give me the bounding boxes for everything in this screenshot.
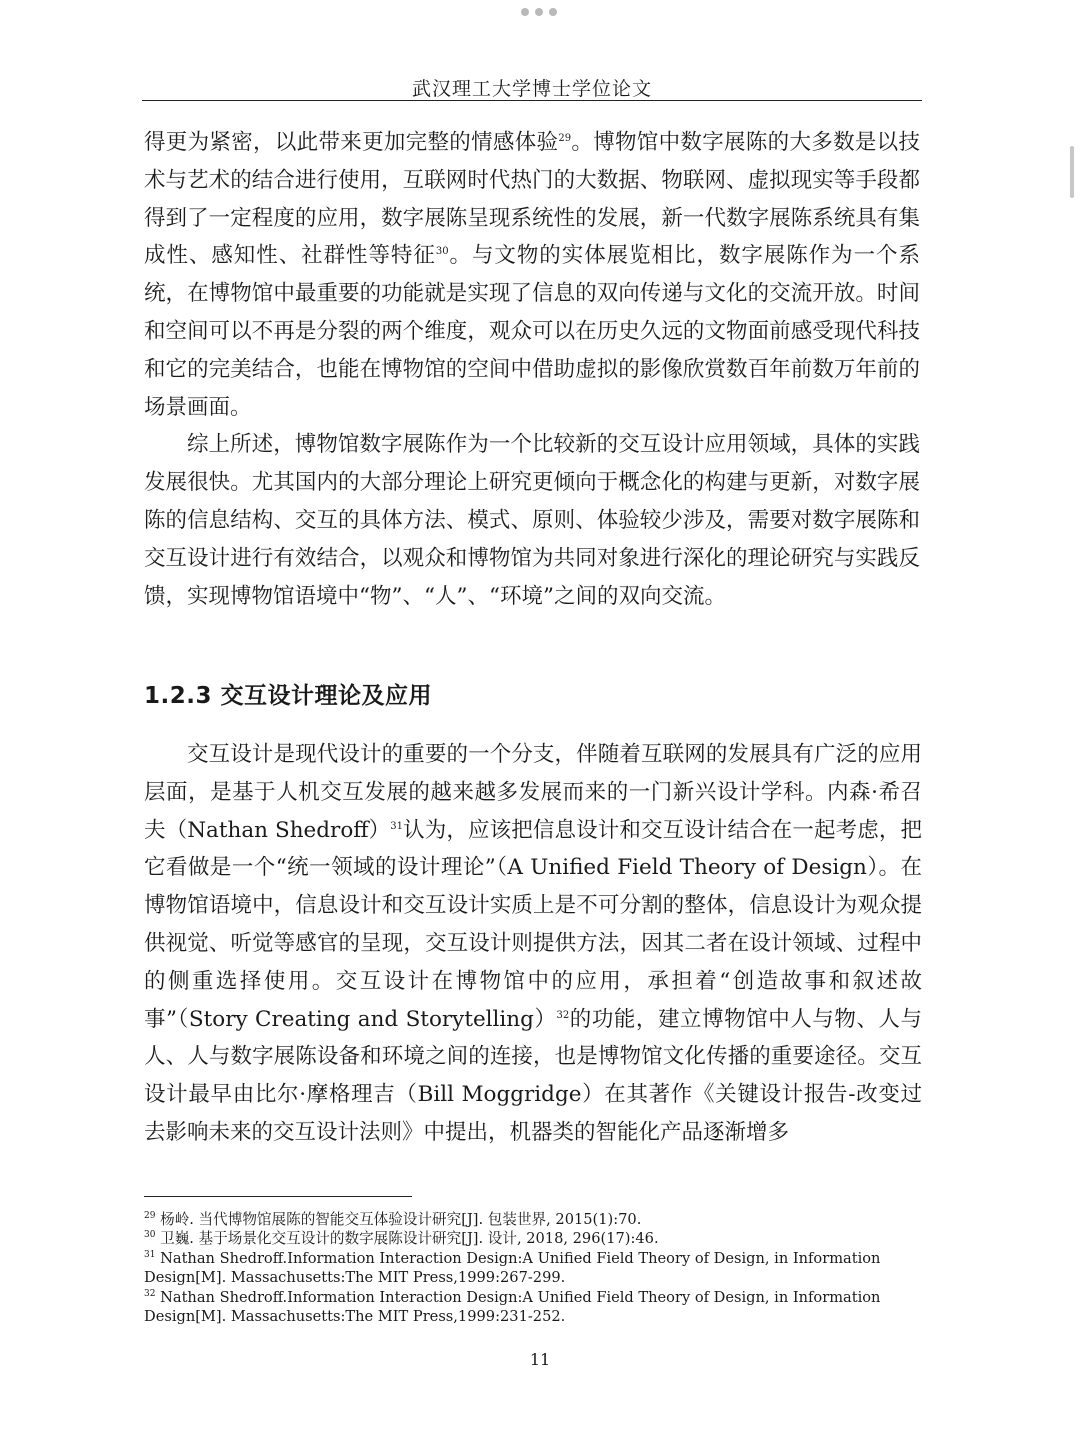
footnote: $^{31}$ Nathan Shedroff.Information Interaction Design:A Unified Field Theory of Design, in Information Design[M]. Massachusetts:The MIT Press,1999:267-299. [144, 1249, 881, 1287]
header-rule [142, 100, 922, 101]
scrollbar[interactable] [1070, 146, 1074, 198]
section-heading: 1.2.3 交互设计理论及应用 [144, 683, 432, 709]
footnote-ref-32[interactable]: 32 [556, 1009, 570, 1021]
paragraph-2: 综上所述，博物馆数字展陈作为一个比较新的交互设计应用领域，具体的实践发展很快。尤其国内的大部分理论上研究更倾向于概念化的构建与更新，对数字展陈的信息结构、交互的具体方法、模式、原则、体验较少涉及，需要对数字展陈和交互设计进行有效结合，以观众和博物馆为共同对象进行深化的理论研究与实践反馈，实现博物馆语境中“物”、“人”、“环境”之间的双向交流。 [144, 432, 920, 609]
paragraph-1: 得更为紧密，以此带来更加完整的情感体验$^{29}$。博物馆中数字展陈的大多数是以技术与艺术的结合进行使用，互联网时代热门的大数据、物联网、虚拟现实等手段都得到了一定程度的应用，数字展陈呈现系统性的发展，新一代数字展陈系统具有集成性、感知性、社群性等特征$^{30}$。与文物的实体展览相比，数字展陈作为一个系统，在博物馆中最重要的功能就是实现了信息的双向传递与文化的交流开放。时间和空间可以不再是分裂的两个维度，观众可以在历史久远的文物面前感受现代科技和它的完美结合，也能在博物馆的空间中借助虚拟的影像欣赏数百年前数万年前的场景画面。 [144, 130, 920, 420]
footnote: $^{32}$ Nathan Shedroff.Information Interaction Design:A Unified Field Theory of Design, in Information Design[M]. Massachusetts:The MIT Press,1999:231-252. [144, 1288, 881, 1326]
body-text-lower [144, 736, 922, 1152]
footnote: $^{30}$ 卫巍. 基于场景化交互设计的数字展陈设计研究[J]. 设计, 2018, 296(17):46. [144, 1230, 659, 1248]
dot-icon [549, 8, 557, 16]
dot-icon [535, 8, 543, 16]
footnote: $^{29}$ 杨岭. 当代博物馆展陈的智能交互体验设计研究[J]. 包装世界, 2015(1):70. [144, 1211, 642, 1228]
footnote-ref-29[interactable]: 29 [558, 132, 572, 144]
footnote-ref-31[interactable]: 31 [390, 820, 404, 832]
footnotes [144, 1210, 922, 1326]
more-options-icon[interactable] [521, 8, 557, 16]
page-number: 11 [529, 1350, 551, 1369]
running-header: 武汉理工大学博士学位论文 [411, 78, 652, 100]
body-text-upper [144, 124, 920, 615]
dot-icon [521, 8, 529, 16]
footnote-ref-30[interactable]: 30 [435, 246, 449, 258]
footnote-rule [144, 1196, 412, 1197]
paragraph-3: 交互设计是现代设计的重要的一个分支，伴随着互联网的发展具有广泛的应用层面，是基于人机交互发展的越来越多发展而来的一门新兴设计学科。内森·希召夫（Nathan Shedroff）$^{31}$认为，应该把信息设计和交互设计结合在一起考虑，把它看做是一个“统一领域的设计理论”（A Unified Field Theory of Design）。在博物馆语境中，信息设计和交互设计实质上是不可分割的整体，信息设计为观众提供视觉、听觉等感官的呈现，交互设计则提供方法，因其二者在设计领域、过程中的侧重选择使用。交互设计在博物馆中的应用，承担着“创造故事和叙述故事”（Story Creating and Storytelling）$^{32}$的功能，建立博物馆中人与物、人与人、人与数字展陈设备和环境之间的连接，也是博物馆文化传播的重要途径。交互设计最早由比尔·摩格理吉（Bill Moggridge）在其著作《关键设计报告-改变过去影响未来的交互设计法则》中提出，机器类的智能化产品逐渐增多 [144, 742, 922, 1145]
